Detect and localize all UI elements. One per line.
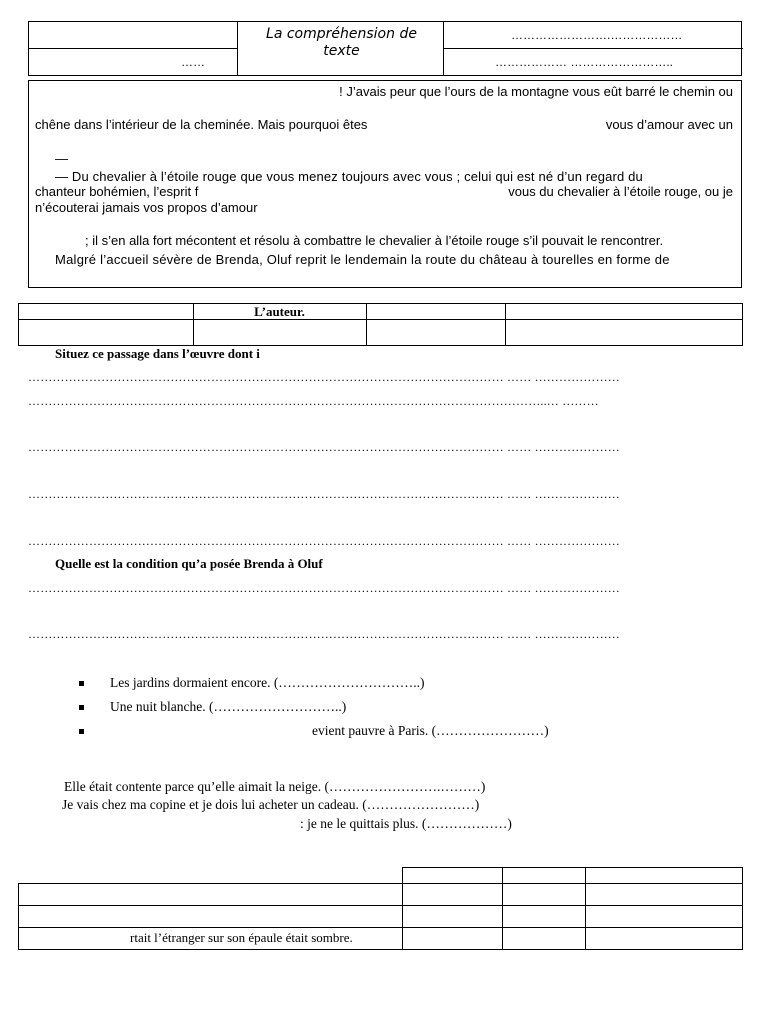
- table-cell[interactable]: [585, 883, 743, 906]
- page-title-line1: La compréhension de: [266, 26, 417, 42]
- table-cell: [18, 883, 403, 906]
- passage-line: ! J’avais peur que l’ours de la montagne vous eût barré le chemin ou: [339, 84, 733, 99]
- question-2: Quelle est la condition qu’a posée Brenda à Oluf: [55, 556, 323, 571]
- bullet-item: evient pauvre à Paris. (……………………): [312, 723, 549, 738]
- header-divider: [29, 48, 237, 49]
- passage-line: chêne dans l’intérieur de la cheminée. Mais pourquoi êtes: [35, 117, 368, 132]
- bullet-item: Une nuit blanche. (………………………..): [110, 699, 347, 714]
- exercise-sentence: Je vais chez ma copine et je dois lui acheter un cadeau. (……………………): [62, 797, 480, 812]
- author-table-divider: [19, 319, 742, 320]
- passage-line: vous du chevalier à l’étoile rouge, ou je: [508, 184, 733, 199]
- passage-line: chanteur bohémien, l’esprit f: [35, 184, 199, 199]
- bottom-table: [18, 867, 743, 950]
- bullet-icon: [79, 681, 84, 686]
- author-table-divider: [366, 304, 367, 345]
- table-cell[interactable]: [585, 905, 743, 928]
- table-cell[interactable]: [502, 927, 586, 950]
- passage-line: n’écouterai jamais vos propos d’amour: [35, 200, 258, 215]
- table-cell[interactable]: [402, 867, 503, 884]
- answer-line[interactable]: ……………………………………………………………………………………………………… …… …………………: [28, 627, 620, 641]
- exercise-sentence: Elle était contente parce qu’elle aimait la neige. (…………………….………): [64, 779, 486, 794]
- table-cell[interactable]: [402, 927, 503, 950]
- table-cell[interactable]: [402, 883, 503, 906]
- bullet-item: Les jardins dormaient encore. (…………………………..): [110, 675, 425, 690]
- header-dots-bottom-left: ……: [181, 55, 205, 69]
- exercise-sentence: : je ne le quittais plus. (………………): [300, 816, 512, 831]
- question-1: Situez ce passage dans l’œuvre dont i: [55, 346, 260, 361]
- page-title-line2: texte: [323, 43, 360, 59]
- author-header: L’auteur.: [254, 304, 305, 319]
- answer-line[interactable]: ………………………………………………………………………………………………………………..… ………: [28, 394, 599, 408]
- header-dots-bottom-right: ……………… ……………………..: [495, 55, 674, 69]
- table-cell[interactable]: [585, 927, 743, 950]
- header-table: [28, 21, 742, 76]
- passage-line: ; il s’en alla fort mécontent et résolu à combattre le chevalier à l’étoile rouge s’il pouvait le rencontrer.: [85, 233, 664, 248]
- author-table-divider: [505, 304, 506, 345]
- answer-line[interactable]: ……………………………………………………………………………………………………… …… …………………: [28, 370, 620, 384]
- author-table: [18, 303, 743, 346]
- table-cell[interactable]: [502, 883, 586, 906]
- table-sentence: rtait l’étranger sur son épaule était sombre.: [130, 930, 353, 945]
- answer-line[interactable]: ……………………………………………………………………………………………………… …… …………………: [28, 581, 620, 595]
- table-cell[interactable]: [502, 905, 586, 928]
- bullet-icon: [79, 729, 84, 734]
- header-divider: [443, 48, 743, 49]
- passage-line: vous d’amour avec un: [605, 117, 733, 132]
- passage-line: Malgré l’accueil sévère de Brenda, Oluf reprit le lendemain la route du château à tourelles en forme de: [55, 252, 670, 267]
- header-dots-top-right: …………………….………………: [511, 28, 683, 42]
- page-title: [239, 26, 444, 60]
- table-cell[interactable]: [402, 905, 503, 928]
- answer-line[interactable]: ……………………………………………………………………………………………………… …… …………………: [28, 534, 620, 548]
- answer-line[interactable]: ……………………………………………………………………………………………………… …… …………………: [28, 487, 620, 501]
- header-divider: [237, 22, 238, 75]
- table-cell: [18, 905, 403, 928]
- text-passage-box: [28, 80, 742, 288]
- answer-line[interactable]: ……………………………………………………………………………………………………… …… …………………: [28, 440, 620, 454]
- table-cell[interactable]: [585, 867, 743, 884]
- bullet-icon: [79, 705, 84, 710]
- passage-line: — Du chevalier à l’étoile rouge que vous menez toujours avec vous ; celui qui est né d’un regard du: [55, 169, 643, 184]
- table-cell[interactable]: [502, 867, 586, 884]
- passage-line: —: [55, 151, 68, 166]
